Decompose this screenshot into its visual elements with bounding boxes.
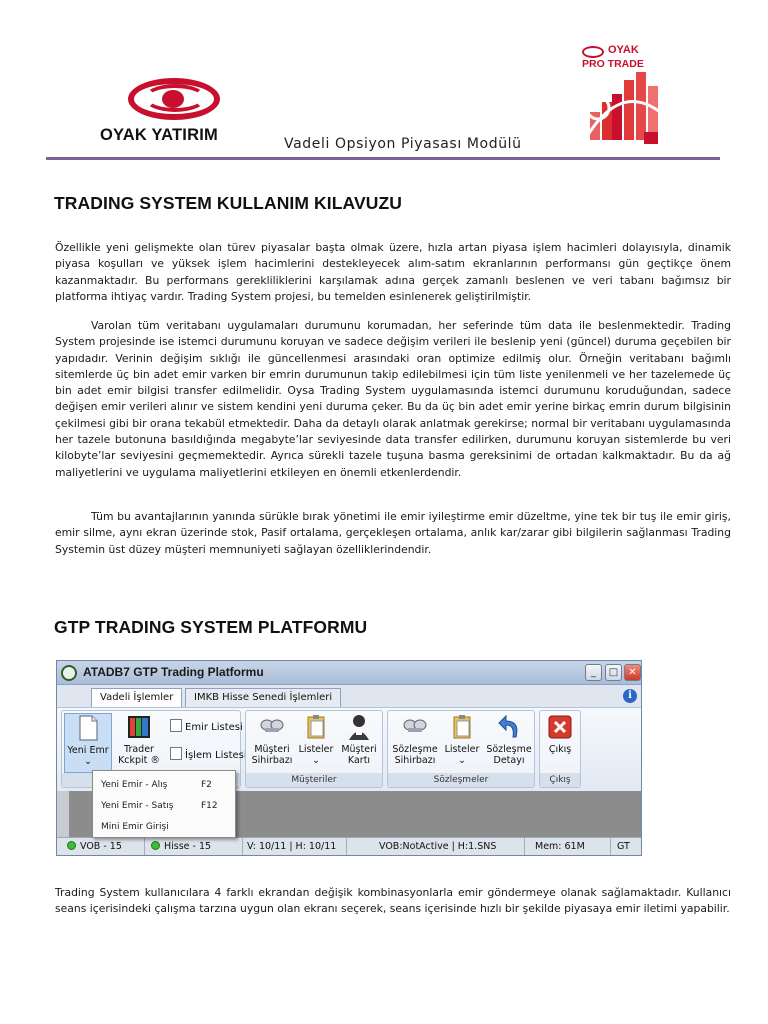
exit-group-label: Çıkış <box>540 773 580 787</box>
status-bar <box>57 837 641 855</box>
oyak-pro-trade-logo <box>578 42 666 150</box>
status-online-icon <box>151 841 160 850</box>
client-wizard-label-1: Müşteri <box>254 744 290 755</box>
app-icon <box>61 665 77 681</box>
close-button[interactable]: ✕ <box>624 664 641 681</box>
new-order-button[interactable] <box>64 713 112 773</box>
menu-item-label: Mini Emir Girişi <box>101 822 169 832</box>
status-vob <box>63 838 145 855</box>
status-memory: Mem: 61M <box>531 838 611 855</box>
logo-center-dot <box>162 90 184 108</box>
opt-ring-shape <box>582 46 604 58</box>
person-icon <box>346 713 372 741</box>
minimize-button[interactable]: _ <box>585 664 602 681</box>
chevron-down-icon: ⌄ <box>84 756 92 767</box>
paragraph-4: Trading System kullanıcılara 4 farklı ekrandan değişik kombinasyonlarla emir göndermeye olanak sağlamaktadır. Kullanıcı seans içerisindeki çalışma tarzına uygun olan ekranı seçerek, seans içerisinde hızlı bir şekilde piyasaya emir iletimi yapabilir. <box>55 886 731 916</box>
status-gt: GT <box>617 841 630 852</box>
menu-item-mini-order[interactable] <box>93 817 235 837</box>
exit-button[interactable] <box>544 713 576 755</box>
order-list-label: Emir Listesi <box>185 722 243 733</box>
ribbon-group-exit <box>539 710 581 788</box>
trader-cockpit-button[interactable] <box>114 713 164 766</box>
workspace-side-strip <box>57 791 69 839</box>
opt-brand-text: OYAK <box>608 44 639 56</box>
contract-detail-label-1: Sözleşme <box>486 744 532 755</box>
opt-chart-icon <box>584 72 662 148</box>
header-divider <box>46 157 720 160</box>
clients-group-label: Müşteriler <box>246 773 382 787</box>
paragraph-1: Özellikle yeni gelişmekte olan türev piyasalar başta olmak üzere, hızla artan piyasa işlem hacimleri dolayısıyla, dinamik piyasa koşulları ve yüksek işlem hacimlerini destekleyecek alım-satım ekranlarının performansı gün geçtikçe önem kazanmaktadır. Bu performans gerekliliklerini karşılamak adına gerçek zamanlı beslenen ve veri tabanı bağımsız bir platforma ihtiyaç vardır. Trading System projesi, bu temelden esinlenerek geliştirilmiştir. <box>55 241 731 303</box>
list-icon <box>170 719 182 732</box>
menu-item-shortcut: F12 <box>201 801 218 811</box>
trade-list-label: İşlem Listesi <box>185 750 247 761</box>
trader-cockpit-label-1: Trader <box>124 744 154 755</box>
trader-cockpit-label-2: Kckpit ® <box>118 755 160 766</box>
wizard-icon <box>259 713 285 741</box>
trade-list-button[interactable] <box>170 747 247 761</box>
menu-item-label: Yeni Emir - Satış <box>101 801 174 811</box>
menu-item-buy-order[interactable] <box>93 775 235 795</box>
client-card-button[interactable] <box>338 713 380 766</box>
paragraph-2: Varolan tüm veritabanı uygulamaları durumunu korumadan, her seferinde tüm data ile beslenmektedir. Trading System projesinde ise istemci durumunu koruyan ve sadece değişim verileri ile beslenip yeni (güncel) duruma geçebilen bir yapıdadır. Verinin değişim sıklığı ile güncellenmesi arasındaki oran optimize edilmiş olur. Örneğin veritabanı bağımlı sitemlerde üç bin adet emir varken bir emrin durumunun takip edilebilmesi için tüm liste yenilenmeli ve her tazelemede üç bin adet emir bilgisi transfer edilmelidir. Oysa Trading System uygulamasında istemci durumunu koruduğundan, sadece değişen emir verileri alınır ve sistem kendini yeni duruma çeker. Bu da üç bin adet emir yerine birkaç emrin durum bilgisinin çekilmesi gibi bir orana tekabül etmektedir. Daha da detaylı olarak anlatmak gerekirse; normal bir veritabanı uygulamasında her tazele butonuna basıldığında megabyte’lar seviyesinde data transfer edilirken, durumunu koruyan sistemlerde bu veri kilobyte’lar seviyesini geçmemektedir. Ayrıca sürekli tazele tuşuna basma gereksinimi de ortadan kalkmaktadır. Bu da ağ maliyetlerini ve uygulama maliyetlerini etkileyen en önemli etkenlerdendir. <box>55 319 731 479</box>
tab-imkb-hisse[interactable]: IMKB Hisse Senedi İşlemleri <box>185 688 341 707</box>
menu-item-shortcut: F2 <box>201 780 212 790</box>
section2-heading: GTP TRADING SYSTEM PLATFORMU <box>54 617 368 637</box>
ribbon-group-clients <box>245 710 383 788</box>
maximize-button[interactable]: □ <box>605 664 622 681</box>
client-wizard-label-2: Sihirbazı <box>251 755 293 766</box>
menu-item-label: Yeni Emir - Alış <box>101 780 168 790</box>
contract-lists-label: Listeler <box>444 744 480 755</box>
client-wizard-button[interactable] <box>250 713 294 766</box>
contract-detail-label-2: Detayı <box>493 755 525 766</box>
client-lists-label: Listeler <box>298 744 334 755</box>
tab-bar <box>57 685 641 707</box>
exit-label: Çıkış <box>548 744 572 755</box>
status-hisse <box>147 838 243 855</box>
client-lists-button[interactable] <box>296 713 336 766</box>
contract-wizard-label-1: Sözleşme <box>392 744 438 755</box>
contract-detail-button[interactable] <box>484 713 534 766</box>
status-versions: V: 10/11 | H: 10/11 <box>243 838 347 855</box>
contract-wizard-label-2: Sihirbazı <box>394 755 436 766</box>
wizard-icon <box>402 713 428 741</box>
new-document-icon <box>75 714 101 742</box>
status-vob-text: VOB - 15 <box>80 841 122 852</box>
chevron-down-icon: ⌄ <box>312 755 320 766</box>
status-online-icon <box>67 841 76 850</box>
status-connection: VOB:NotActive | H:1.SNS <box>375 838 525 855</box>
new-order-label: Yeni Emr <box>67 745 109 756</box>
client-card-label-1: Müşteri <box>341 744 377 755</box>
section1-heading: TRADING SYSTEM KULLANIM KILAVUZU <box>54 193 402 213</box>
window-titlebar <box>57 661 641 685</box>
status-hisse-text: Hisse - 15 <box>164 841 212 852</box>
opt-sub-text: PRO TRADE <box>582 58 644 70</box>
module-title: Vadeli Opsiyon Piyasası Modülü <box>284 136 522 152</box>
order-list-button[interactable] <box>170 719 243 733</box>
tab-vadeli-islemler[interactable]: Vadeli İşlemler <box>91 688 182 707</box>
paragraph-3: Tüm bu avantajlarının yanında sürükle bırak yönetimi ile emir iyileştirme emir düzeltme, yine tek bir tuş ile emir giriş, emir silme, aynı ekran üzerinde stok, Pasif ortalama, gerçekleşen ortalama, anlık kar/zarar gibi bilgilerin sağlanması Trading Systemin üst düzey müşteri memnuniyeti sağlayan özelliklerindendir. <box>55 510 731 556</box>
trader-cockpit-icon <box>126 713 152 741</box>
new-order-dropdown-menu <box>92 770 236 838</box>
undo-arrow-icon <box>496 713 522 741</box>
clipboard-icon <box>303 713 329 741</box>
client-card-label-2: Kartı <box>347 755 371 766</box>
info-icon[interactable]: i <box>623 689 637 703</box>
exit-x-icon <box>547 713 573 741</box>
company-name: OYAK YATIRIM <box>100 126 218 144</box>
window-title: ATADB7 GTP Trading Platformu <box>83 665 264 679</box>
list-icon <box>170 747 182 760</box>
chevron-down-icon: ⌄ <box>458 755 466 766</box>
contract-wizard-button[interactable] <box>390 713 440 766</box>
oyak-yatirim-logo <box>96 74 256 154</box>
ribbon-group-contracts <box>387 710 535 788</box>
clipboard-icon <box>449 713 475 741</box>
contracts-group-label: Sözleşmeler <box>388 773 534 787</box>
menu-item-sell-order[interactable] <box>93 796 235 816</box>
contract-lists-button[interactable] <box>442 713 482 766</box>
